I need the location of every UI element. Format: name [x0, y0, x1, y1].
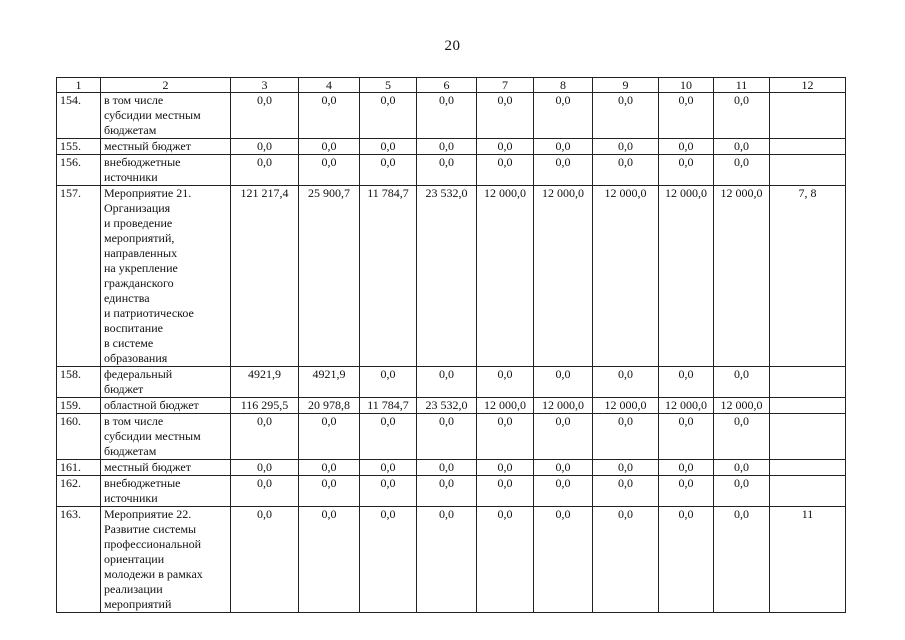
- row-description: федеральный бюджет: [101, 367, 231, 398]
- row-number: 162.: [57, 476, 101, 507]
- table-row: [57, 398, 846, 414]
- value-cell: 0,0: [231, 460, 299, 476]
- row-number: 154.: [57, 93, 101, 139]
- value-cell: 0,0: [659, 155, 714, 186]
- value-cell: 23 532,0: [417, 398, 477, 414]
- value-cell: 0,0: [417, 460, 477, 476]
- value-cell: 0,0: [299, 414, 360, 460]
- value-cell: 0,0: [360, 460, 417, 476]
- table-row: [57, 414, 846, 460]
- row-description: местный бюджет: [101, 139, 231, 155]
- value-cell: 12 000,0: [714, 186, 770, 367]
- reference-cell: [770, 414, 846, 460]
- value-cell: 0,0: [299, 460, 360, 476]
- row-number: 161.: [57, 460, 101, 476]
- column-header: 5: [360, 78, 417, 93]
- table-row: [57, 139, 846, 155]
- table-row: [57, 507, 846, 613]
- value-cell: 0,0: [360, 367, 417, 398]
- value-cell: 0,0: [417, 367, 477, 398]
- value-cell: 0,0: [714, 507, 770, 613]
- row-number: 158.: [57, 367, 101, 398]
- value-cell: 121 217,4: [231, 186, 299, 367]
- value-cell: 0,0: [659, 476, 714, 507]
- value-cell: 0,0: [593, 460, 659, 476]
- column-header: 11: [714, 78, 770, 93]
- table-body: [57, 93, 846, 613]
- row-description: внебюджетные источники: [101, 155, 231, 186]
- value-cell: 12 000,0: [593, 186, 659, 367]
- value-cell: 12 000,0: [477, 398, 534, 414]
- value-cell: 0,0: [659, 139, 714, 155]
- row-description: Мероприятие 21. Организация и проведение мероприятий, направленных на укрепление гражданского единства и патриотическое воспитание в системе образования: [101, 186, 231, 367]
- value-cell: 12 000,0: [659, 398, 714, 414]
- value-cell: 0,0: [714, 414, 770, 460]
- value-cell: 0,0: [534, 460, 593, 476]
- row-description: местный бюджет: [101, 460, 231, 476]
- value-cell: 0,0: [593, 139, 659, 155]
- value-cell: 0,0: [477, 367, 534, 398]
- column-header: 9: [593, 78, 659, 93]
- reference-cell: [770, 367, 846, 398]
- reference-cell: [770, 139, 846, 155]
- table-row: [57, 476, 846, 507]
- value-cell: 23 532,0: [417, 186, 477, 367]
- budget-table: [56, 77, 846, 613]
- value-cell: 0,0: [714, 93, 770, 139]
- column-header: 12: [770, 78, 846, 93]
- value-cell: 0,0: [477, 460, 534, 476]
- value-cell: 12 000,0: [534, 186, 593, 367]
- table-row: [57, 155, 846, 186]
- value-cell: 0,0: [659, 414, 714, 460]
- reference-cell: [770, 398, 846, 414]
- value-cell: 0,0: [417, 476, 477, 507]
- header-row: [57, 78, 846, 93]
- value-cell: 0,0: [360, 476, 417, 507]
- value-cell: 0,0: [477, 507, 534, 613]
- column-header: 8: [534, 78, 593, 93]
- value-cell: 0,0: [714, 476, 770, 507]
- page-number: 20: [444, 38, 461, 54]
- row-description: внебюджетные источники: [101, 476, 231, 507]
- value-cell: 0,0: [417, 414, 477, 460]
- value-cell: 0,0: [659, 507, 714, 613]
- row-number: 155.: [57, 139, 101, 155]
- reference-cell: [770, 460, 846, 476]
- value-cell: 12 000,0: [714, 398, 770, 414]
- column-header: 4: [299, 78, 360, 93]
- value-cell: 4921,9: [299, 367, 360, 398]
- value-cell: 0,0: [360, 93, 417, 139]
- row-number: 156.: [57, 155, 101, 186]
- value-cell: 0,0: [360, 507, 417, 613]
- row-description: областной бюджет: [101, 398, 231, 414]
- value-cell: 0,0: [231, 155, 299, 186]
- value-cell: 0,0: [534, 93, 593, 139]
- value-cell: 0,0: [477, 414, 534, 460]
- value-cell: 0,0: [417, 139, 477, 155]
- value-cell: 0,0: [593, 507, 659, 613]
- reference-cell: 7, 8: [770, 186, 846, 367]
- value-cell: 0,0: [231, 507, 299, 613]
- value-cell: 11 784,7: [360, 186, 417, 367]
- value-cell: 0,0: [231, 139, 299, 155]
- value-cell: 0,0: [593, 155, 659, 186]
- value-cell: 0,0: [534, 139, 593, 155]
- value-cell: 12 000,0: [593, 398, 659, 414]
- value-cell: 0,0: [477, 155, 534, 186]
- value-cell: 12 000,0: [659, 186, 714, 367]
- value-cell: 0,0: [714, 139, 770, 155]
- value-cell: 0,0: [299, 507, 360, 613]
- row-description: в том числе субсидии местным бюджетам: [101, 414, 231, 460]
- value-cell: 0,0: [534, 414, 593, 460]
- value-cell: 0,0: [477, 139, 534, 155]
- reference-cell: [770, 155, 846, 186]
- value-cell: 0,0: [231, 93, 299, 139]
- value-cell: 0,0: [534, 367, 593, 398]
- reference-cell: [770, 476, 846, 507]
- column-header: 2: [101, 78, 231, 93]
- reference-cell: 11: [770, 507, 846, 613]
- value-cell: 0,0: [231, 414, 299, 460]
- value-cell: 0,0: [593, 367, 659, 398]
- value-cell: 0,0: [714, 155, 770, 186]
- value-cell: 0,0: [593, 476, 659, 507]
- value-cell: 20 978,8: [299, 398, 360, 414]
- value-cell: 0,0: [714, 460, 770, 476]
- value-cell: 11 784,7: [360, 398, 417, 414]
- table-row: [57, 93, 846, 139]
- value-cell: 0,0: [534, 155, 593, 186]
- value-cell: 0,0: [659, 460, 714, 476]
- column-header: 10: [659, 78, 714, 93]
- row-number: 163.: [57, 507, 101, 613]
- value-cell: 4921,9: [231, 367, 299, 398]
- value-cell: 0,0: [417, 507, 477, 613]
- value-cell: 0,0: [360, 155, 417, 186]
- value-cell: 0,0: [299, 93, 360, 139]
- value-cell: 0,0: [477, 93, 534, 139]
- value-cell: 0,0: [299, 155, 360, 186]
- value-cell: 0,0: [534, 507, 593, 613]
- table-row: [57, 186, 846, 367]
- column-header: 7: [477, 78, 534, 93]
- value-cell: 0,0: [417, 155, 477, 186]
- value-cell: 0,0: [299, 139, 360, 155]
- value-cell: 0,0: [299, 476, 360, 507]
- table-row: [57, 367, 846, 398]
- value-cell: 12 000,0: [534, 398, 593, 414]
- value-cell: 0,0: [593, 414, 659, 460]
- table-row: [57, 460, 846, 476]
- row-number: 159.: [57, 398, 101, 414]
- value-cell: 116 295,5: [231, 398, 299, 414]
- column-header: 6: [417, 78, 477, 93]
- row-number: 157.: [57, 186, 101, 367]
- column-header: 1: [57, 78, 101, 93]
- row-description: в том числе субсидии местным бюджетам: [101, 93, 231, 139]
- value-cell: 0,0: [477, 476, 534, 507]
- value-cell: 0,0: [534, 476, 593, 507]
- value-cell: 0,0: [360, 139, 417, 155]
- value-cell: 0,0: [360, 414, 417, 460]
- value-cell: 0,0: [231, 476, 299, 507]
- value-cell: 12 000,0: [477, 186, 534, 367]
- value-cell: 0,0: [659, 367, 714, 398]
- value-cell: 0,0: [417, 93, 477, 139]
- value-cell: 25 900,7: [299, 186, 360, 367]
- value-cell: 0,0: [659, 93, 714, 139]
- reference-cell: [770, 93, 846, 139]
- value-cell: 0,0: [593, 93, 659, 139]
- value-cell: 0,0: [714, 367, 770, 398]
- column-header: 3: [231, 78, 299, 93]
- row-number: 160.: [57, 414, 101, 460]
- row-description: Мероприятие 22. Развитие системы профессиональной ориентации молодежи в рамках реализации мероприятий: [101, 507, 231, 613]
